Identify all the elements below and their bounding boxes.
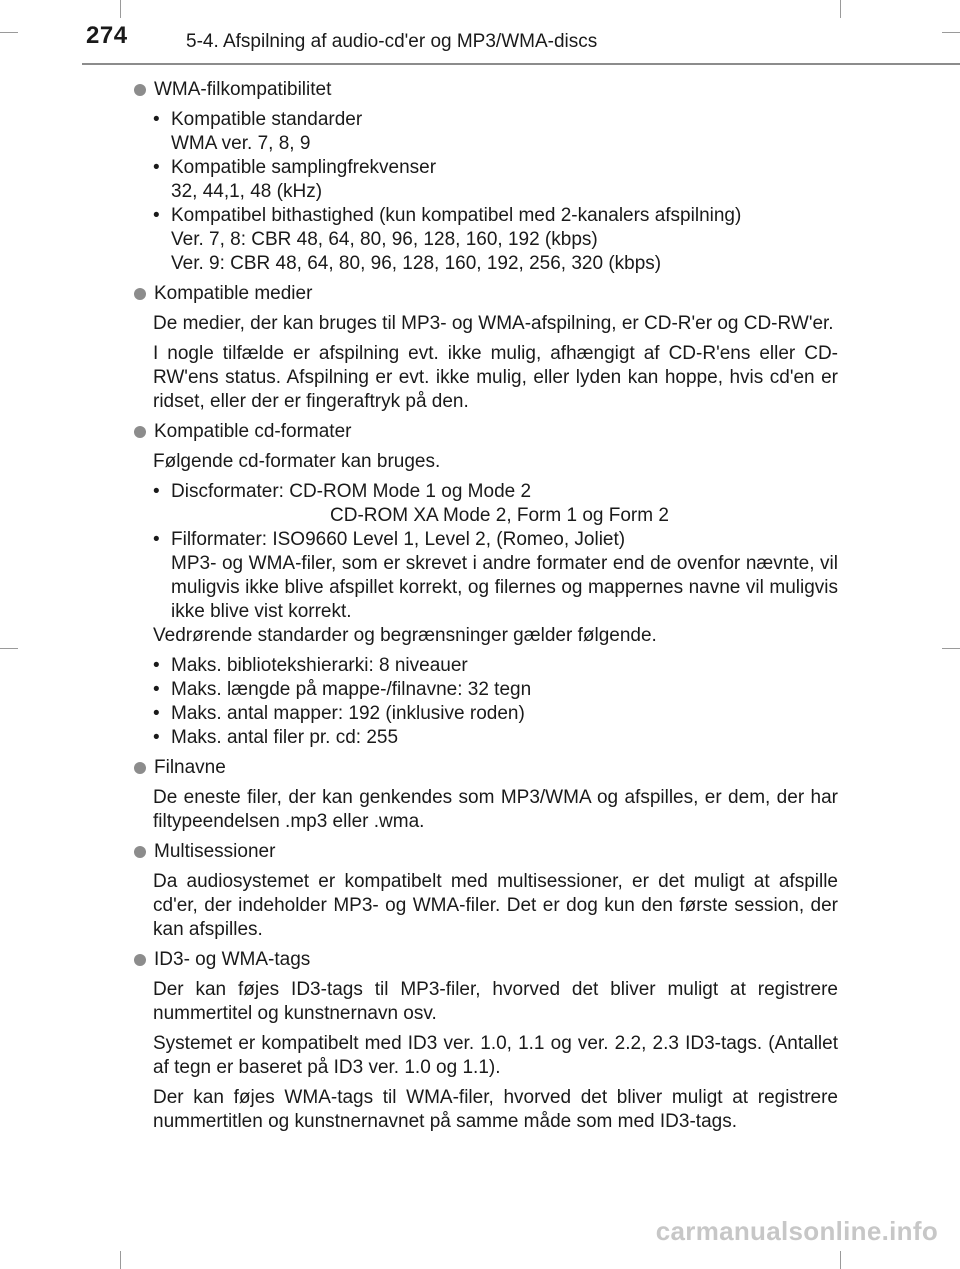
list-item: • Maks. længde på mappe-/filnavne: 32 tegn — [153, 678, 838, 702]
item-list — [153, 108, 838, 276]
bullet-icon — [134, 426, 146, 438]
paragraph: Der kan føjes WMA-tags til WMA-filer, hvorved det bliver muligt at registrere nummertitlen og kunstnernavnet på samme måde som med ID3-tags. — [153, 1087, 838, 1132]
list-item: • Maks. antal filer pr. cd: 255 — [153, 726, 838, 750]
crop-mark — [0, 648, 18, 649]
section-wma-compat — [134, 78, 838, 276]
section-heading: Filnavne — [134, 756, 838, 780]
crop-mark — [120, 1251, 121, 1269]
paragraph: De medier, der kan bruges til MP3- og WMA-afspilning, er CD-R'er og CD-RW'er. — [153, 313, 834, 334]
section-heading: Kompatible cd-formater — [134, 420, 838, 444]
page-content — [134, 78, 838, 1140]
section-id3-tags — [134, 948, 838, 1134]
crop-mark — [942, 648, 960, 649]
crop-mark — [840, 1251, 841, 1269]
section-heading: Multisessioner — [134, 840, 838, 864]
bullet-icon — [134, 288, 146, 300]
list-item: • Maks. antal mapper: 192 (inklusive roden) — [153, 702, 838, 726]
list-item: • Kompatible samplingfrekvenser 32, 44,1, 48 (kHz) — [153, 156, 838, 204]
limits-list — [153, 654, 838, 750]
list-item: • Discformater: CD-ROM Mode 1 og Mode 2 CD-ROM XA Mode 2, Form 1 og Form 2 — [153, 480, 838, 528]
watermark: carmanualsonline.info — [655, 1216, 938, 1246]
list-item: • Maks. bibliotekshierarki: 8 niveauer — [153, 654, 838, 678]
section-compatible-media — [134, 282, 838, 414]
list-item: • Kompatible standarder WMA ver. 7, 8, 9 — [153, 108, 838, 156]
section-cd-formats — [134, 420, 838, 750]
list-item: • Filformater: ISO9660 Level 1, Level 2, (Romeo, Joliet) MP3- og WMA-filer, som er skrevet i andre formater end de ovenfor nævnte, vil muligvis ikke blive afspillet korrekt, og filernes og mappernes navne vil muligvis ikke blive vist korrekt. — [153, 528, 838, 624]
bullet-icon — [134, 84, 146, 96]
header-rule — [82, 63, 960, 65]
paragraph: Følgende cd-formater kan bruges. — [153, 451, 441, 472]
section-filenames — [134, 756, 838, 834]
bullet-icon — [134, 762, 146, 774]
note-text: Vedrørende standarder og begrænsninger gælder følgende. — [153, 625, 657, 646]
bullet-icon — [134, 846, 146, 858]
item-list — [153, 480, 838, 624]
section-heading: WMA-filkompatibilitet — [134, 78, 838, 102]
section-heading: Kompatible medier — [134, 282, 838, 306]
paragraph: Der kan føjes ID3-tags til MP3-filer, hvorved det bliver muligt at registrere nummertitel og kunstnernavn osv. — [153, 979, 838, 1024]
section-heading: ID3- og WMA-tags — [134, 948, 838, 972]
chapter-title: 5-4. Afspilning af audio-cd'er og MP3/WMA-discs — [186, 31, 598, 52]
page-number: 274 — [86, 22, 128, 49]
list-item: • Kompatibel bithastighed (kun kompatibel med 2-kanalers afspilning) Ver. 7, 8: CBR 48, 64, 80, 96, 128, 160, 192 (kbps) Ver. 9: CBR 48, 64, 80, 96, 128, 160, 192, 256, 320 (kbps) — [153, 204, 838, 276]
paragraph: Da audiosystemet er kompatibelt med multisessioner, er det muligt at afspille cd'er, der indeholder MP3- og WMA-filer. Det er dog kun den første session, der kan afspilles. — [153, 871, 838, 940]
paragraph: Systemet er kompatibelt med ID3 ver. 1.0, 1.1 og ver. 2.2, 2.3 ID3-tags. (Antallet af tegn er baseret på ID3 ver. 1.0 og 1.1). — [153, 1033, 838, 1078]
page-header — [0, 0, 960, 64]
paragraph: De eneste filer, der kan genkendes som MP3/WMA og afspilles, er dem, der har filtypeendelsen .mp3 eller .wma. — [153, 787, 838, 832]
bullet-icon — [134, 954, 146, 966]
paragraph: I nogle tilfælde er afspilning evt. ikke mulig, afhængigt af CD-R'ens eller CD-RW'ens status. Afspilning er evt. ikke mulig, eller lyden kan hoppe, hvis cd'en er ridset, eller der er fingeraftryk på den. — [153, 343, 838, 412]
section-multisession — [134, 840, 838, 942]
